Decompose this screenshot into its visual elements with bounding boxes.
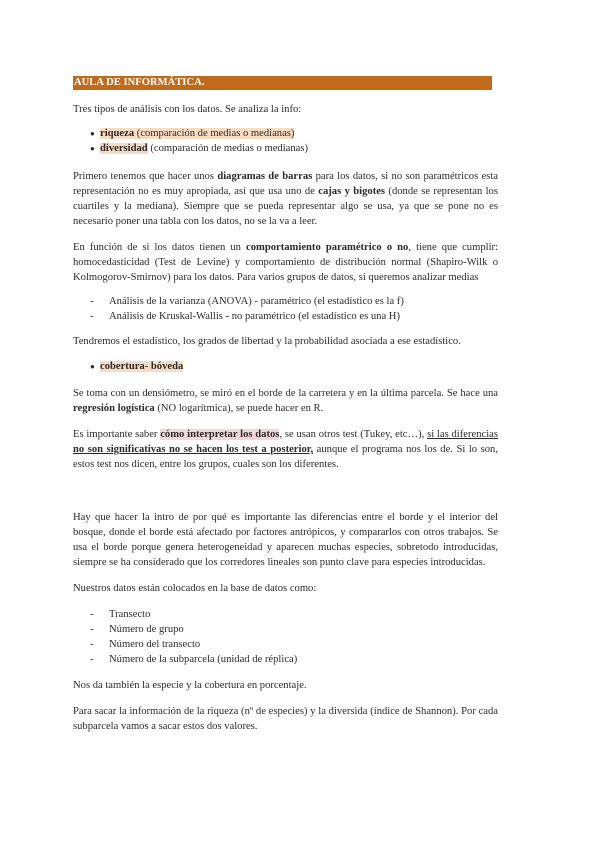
list-item-text: Número de grupo — [109, 624, 184, 635]
document-page — [73, 76, 498, 734]
bold-term: comportamiento paramétrico o no — [246, 242, 409, 253]
list-item — [73, 622, 498, 637]
list-item — [73, 294, 498, 309]
paragraph-diagramas — [73, 169, 498, 229]
text-run: para los datos, si no son paramétricos esta representación no es muy apropiada, así que usa uno de — [73, 171, 499, 197]
list-item-text: Transecto — [109, 609, 151, 620]
list-item — [73, 607, 498, 622]
bold-underlined-text: no son significativas no se hacen los test a posterior, — [73, 444, 314, 455]
analysis-bullet-list — [73, 126, 498, 156]
bold-term: regresión logística — [73, 403, 155, 414]
bullet-text: (comparación de medias o medianas) — [134, 128, 295, 139]
underlined-text: si las diferencias — [427, 429, 498, 440]
paragraph-estadistico: Tendremos el estadístico, los grados de libertad y la probabilidad asociada a ese estadístico. — [73, 336, 461, 347]
text-run: En función de si los datos tienen un — [73, 242, 247, 253]
highlighted-term: cómo interpretar los datos — [160, 429, 280, 440]
cobertura-bullet-list — [73, 359, 498, 374]
list-item-text: Número de la subparcela (unidad de réplica) — [109, 654, 298, 665]
list-item — [73, 637, 498, 652]
list-item — [73, 309, 498, 324]
text-run: , se usan otros test (Tukey, etc…), — [279, 429, 428, 440]
text-run: Se toma con un densiómetro, se miró en el borde de la carretera y en la última parcela. Se hace una — [73, 388, 498, 399]
tests-dash-list — [73, 294, 498, 324]
bullet-bold-text: riqueza — [100, 128, 135, 139]
list-item-text: Número del transecto — [109, 639, 201, 650]
intro-paragraph: Tres tipos de análisis con los datos. Se analiza la info: — [73, 104, 302, 115]
list-item-text: Análisis de Kruskal-Wallis - no paramétrico (el estadístico es una H) — [109, 311, 400, 322]
list-item — [73, 141, 498, 156]
paragraph-interpretar — [73, 427, 498, 472]
paragraph-intro-bosque: Hay que hacer la intro de por qué es importante las diferencias entre el borde y el interior del bosque, donde el borde está afectado por factores antrópicos, y compararlos con otros trabajos. Se usa el borde porque genera heterogeneidad y aparecen muchas especies, sobretodo introducidas, siempre se ha considerado que los corredores lineales son punto clave para especies introducidas. — [73, 512, 498, 568]
fields-dash-list — [73, 607, 498, 667]
paragraph-base-datos: Nuestros datos están colocados en la base de datos como: — [73, 583, 317, 594]
bold-term: cajas y bigotes — [318, 186, 386, 197]
bullet-bold-text: diversidad — [100, 143, 148, 154]
list-item — [73, 652, 498, 667]
bold-term: diagramas de barras — [217, 171, 313, 182]
paragraph-riqueza: Para sacar la información de la riqueza (nº de especies) y la diversida (índice de Shannon). Por cada subparcela vamos a sacar estos dos valores. — [73, 706, 498, 732]
section-title: AULA DE INFORMÁTICA. — [73, 76, 492, 90]
list-item — [73, 359, 498, 374]
list-item — [73, 126, 498, 141]
text-run: (NO logarítmica), se puede hacer en R. — [154, 403, 324, 414]
bullet-bold-text: cobertura- bóveda — [100, 361, 184, 372]
list-item-text: Análisis de la varianza (ANOVA) - paramétrico (el estadístico es la f) — [109, 296, 404, 307]
text-run: Es importante saber — [73, 429, 161, 440]
bullet-text: (comparación de medias o medianas) — [147, 143, 309, 154]
text-run: , tiene que cumplir: homocedasticidad (Test de Levine) y comportamiento de distribución normal (Shapiro-Wilk o Kolmogorov-Smirnov) para los datos. Para varios grupos de datos, si queremos analizar medias — [73, 242, 498, 283]
paragraph-parametrico — [73, 240, 498, 285]
text-run: (donde se representan los cuartiles y la mediana). Siempre que se pueda representar algo se usa, ya que se pone no es necesario poner una tabla con los datos, no se la va a leer. — [73, 186, 498, 227]
paragraph-especie: Nos da también la especie y la cobertura en porcentaje. — [73, 680, 307, 691]
paragraph-densiometro — [73, 386, 498, 416]
text-run: Primero tenemos que hacer unos — [73, 171, 218, 182]
text-run: aunque el programa nos los de. Si lo son, estos test nos dicen, entre los grupos, cuales son los diferentes. — [73, 444, 498, 470]
